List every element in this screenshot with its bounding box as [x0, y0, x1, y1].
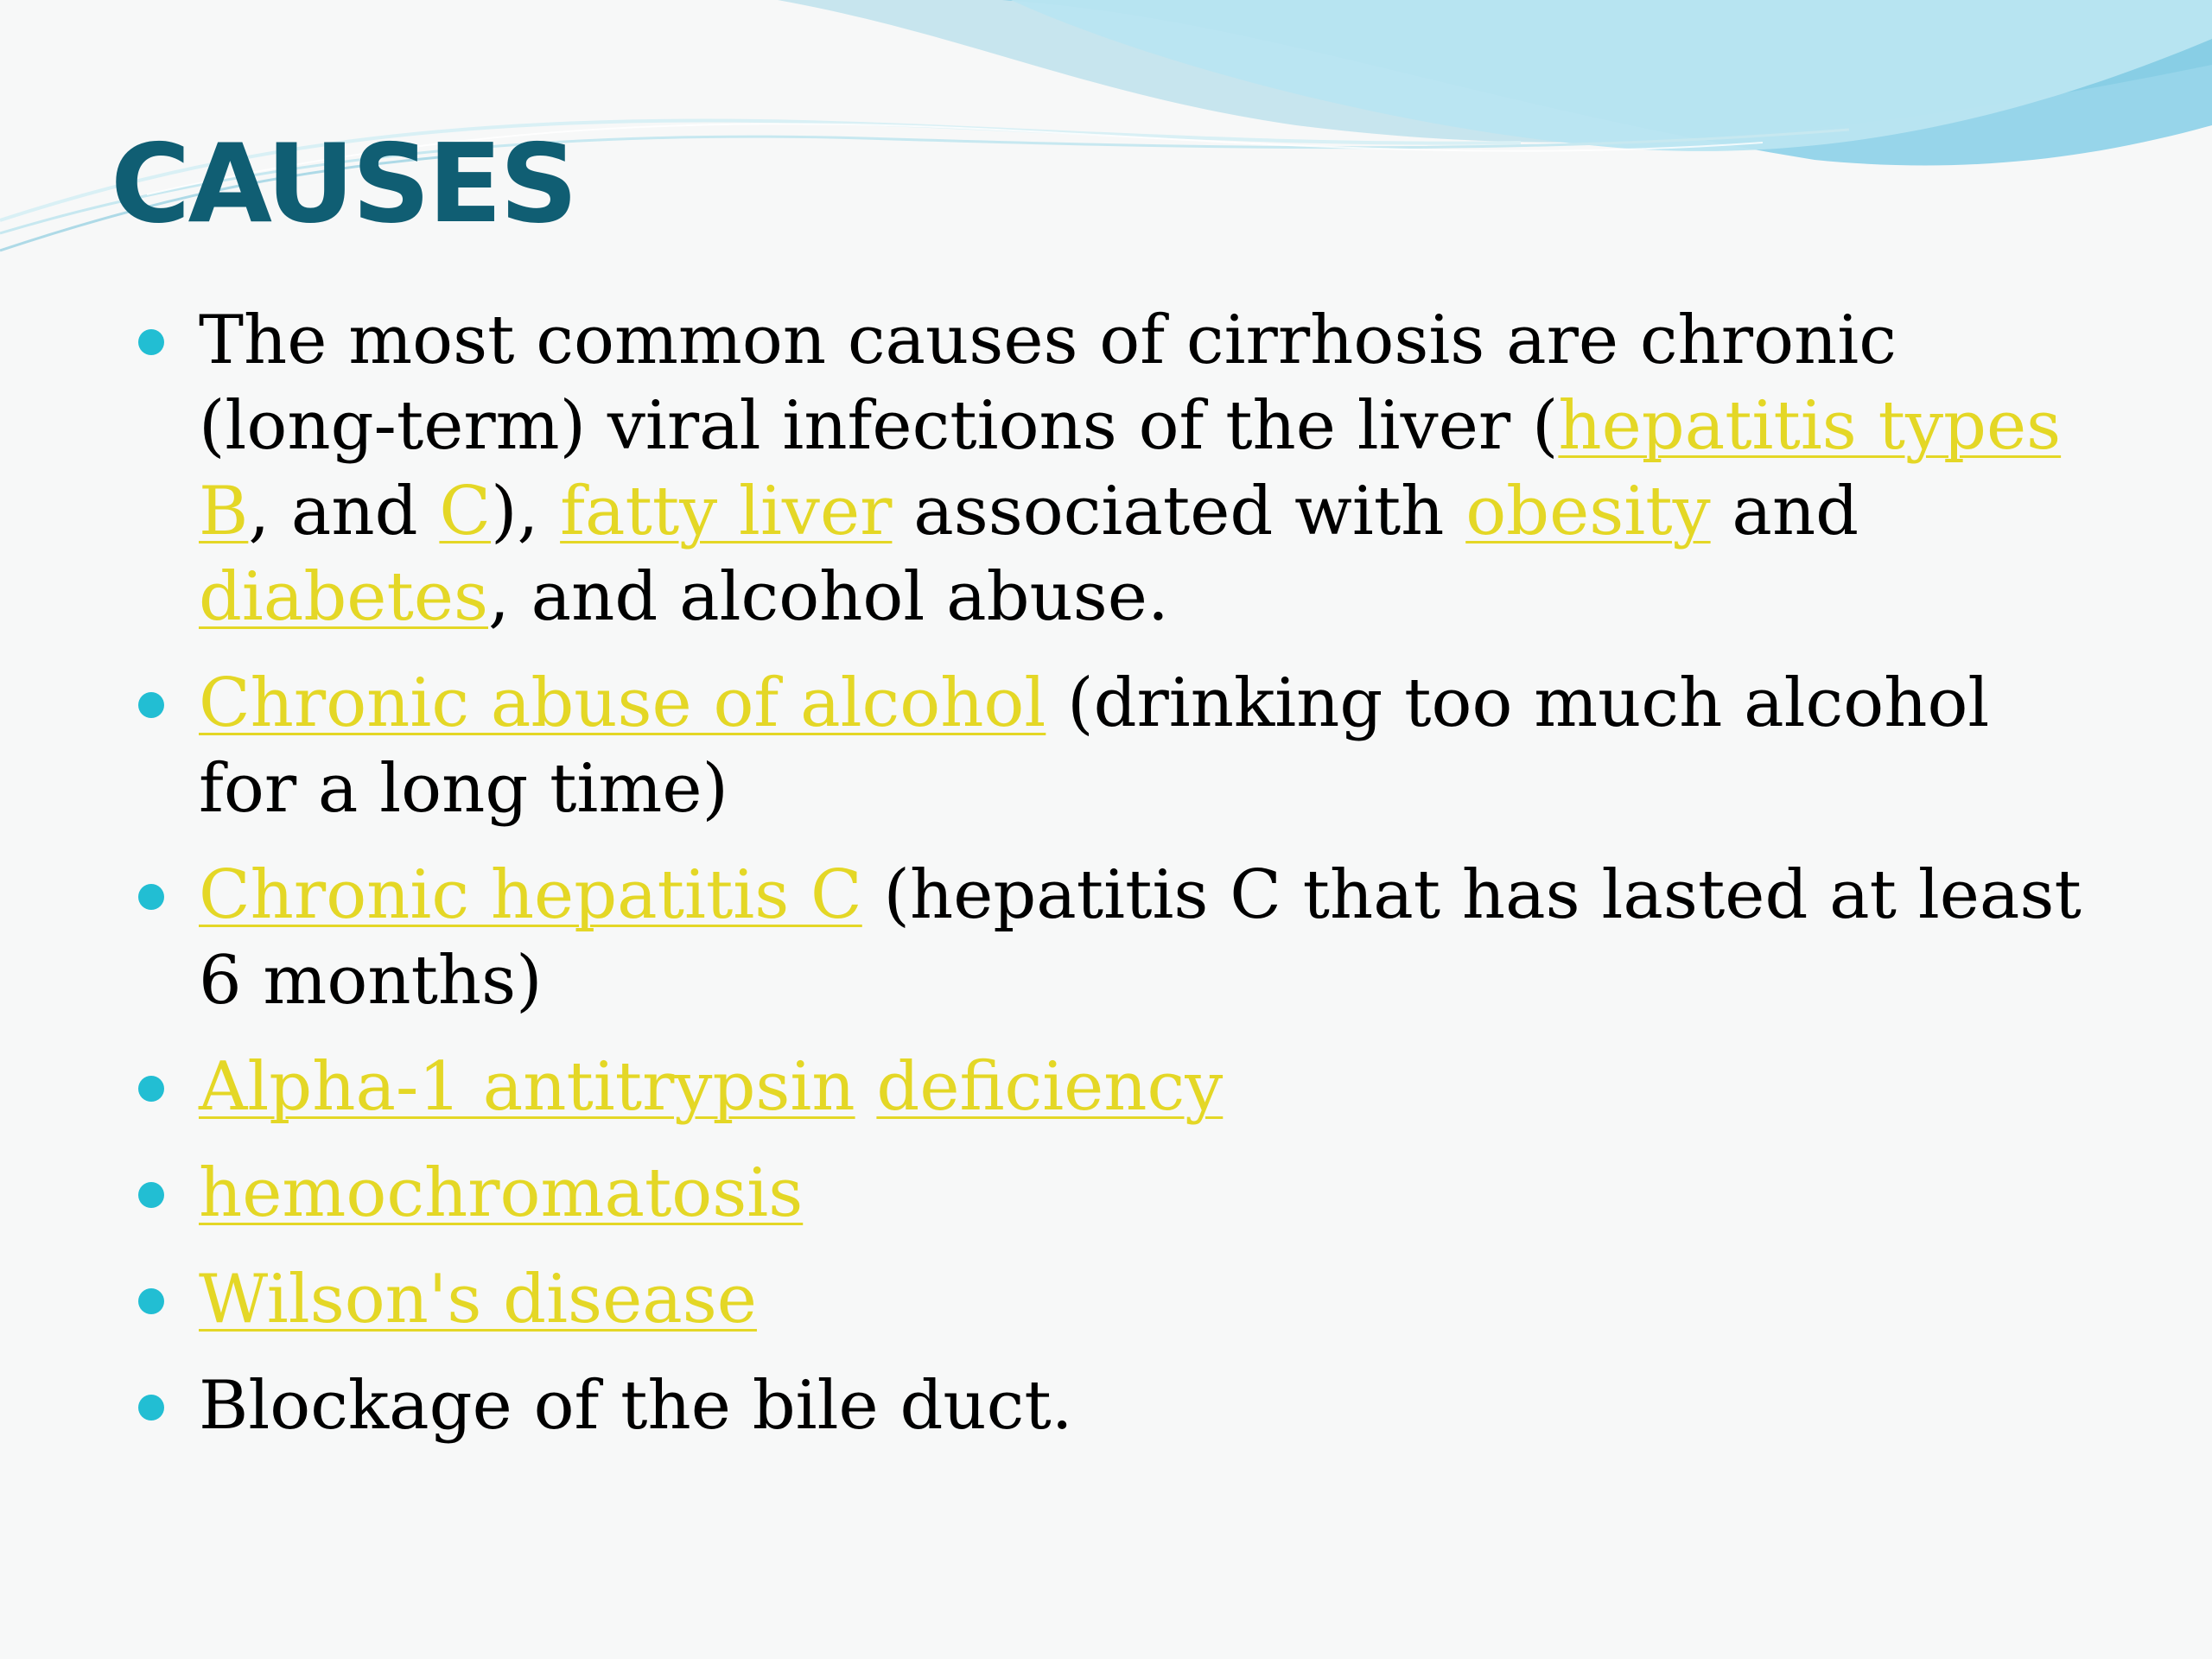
- bullet-text: , and: [248, 473, 440, 550]
- diabetes-link[interactable]: diabetes: [199, 558, 489, 636]
- list-item: [138, 1257, 2082, 1343]
- bullet-icon: [138, 692, 164, 718]
- deficiency-link[interactable]: deficiency: [876, 1048, 1224, 1126]
- wilsons-disease-link[interactable]: Wilson's disease: [199, 1261, 757, 1338]
- bullet-text: , and alcohol abuse.: [488, 558, 1169, 636]
- slide-title: CAUSES: [111, 120, 575, 247]
- bullet-text: Blockage of the bile duct.: [199, 1367, 1073, 1445]
- hemochromatosis-link[interactable]: hemochromatosis: [199, 1154, 804, 1232]
- bullet-text: and: [1710, 473, 1859, 550]
- obesity-link[interactable]: obesity: [1465, 473, 1711, 550]
- bullet-text: associated with: [892, 473, 1466, 550]
- bullet-icon: [138, 329, 164, 355]
- hepatitis-types-b-link[interactable]: hepatitis types B: [199, 387, 2062, 550]
- list-item: [138, 853, 2082, 1024]
- list-item: [138, 298, 2082, 640]
- list-item: [138, 1045, 2082, 1130]
- list-item: [138, 661, 2082, 832]
- bullet-text: [855, 1048, 877, 1126]
- list-item: [138, 1151, 2082, 1236]
- bullet-text: The most common causes of cirrhosis are chronic (long-term) viral infections of the liver (: [199, 302, 1897, 465]
- list-item: [138, 1363, 2082, 1449]
- bullet-icon: [138, 884, 164, 910]
- bullet-text: (hepatitis C that has lasted at least 6 months): [199, 856, 2082, 1020]
- bullet-text: ),: [491, 473, 561, 550]
- bullet-icon: [138, 1182, 164, 1208]
- chronic-abuse-alcohol-link[interactable]: Chronic abuse of alcohol: [199, 664, 1046, 742]
- alpha-1-antitrypsin-link[interactable]: Alpha-1 antitrypsin: [199, 1048, 855, 1126]
- fatty-liver-link[interactable]: fatty liver: [560, 473, 893, 550]
- bullet-text: (drinking too much alcohol for a long time): [199, 664, 1990, 828]
- bullet-icon: [138, 1076, 164, 1102]
- hepatitis-c-link[interactable]: C: [439, 473, 492, 550]
- chronic-hepatitis-c-link[interactable]: Chronic hepatitis C: [199, 856, 862, 934]
- bullet-icon: [138, 1288, 164, 1314]
- causes-list: [138, 298, 2082, 1470]
- bullet-icon: [138, 1395, 164, 1421]
